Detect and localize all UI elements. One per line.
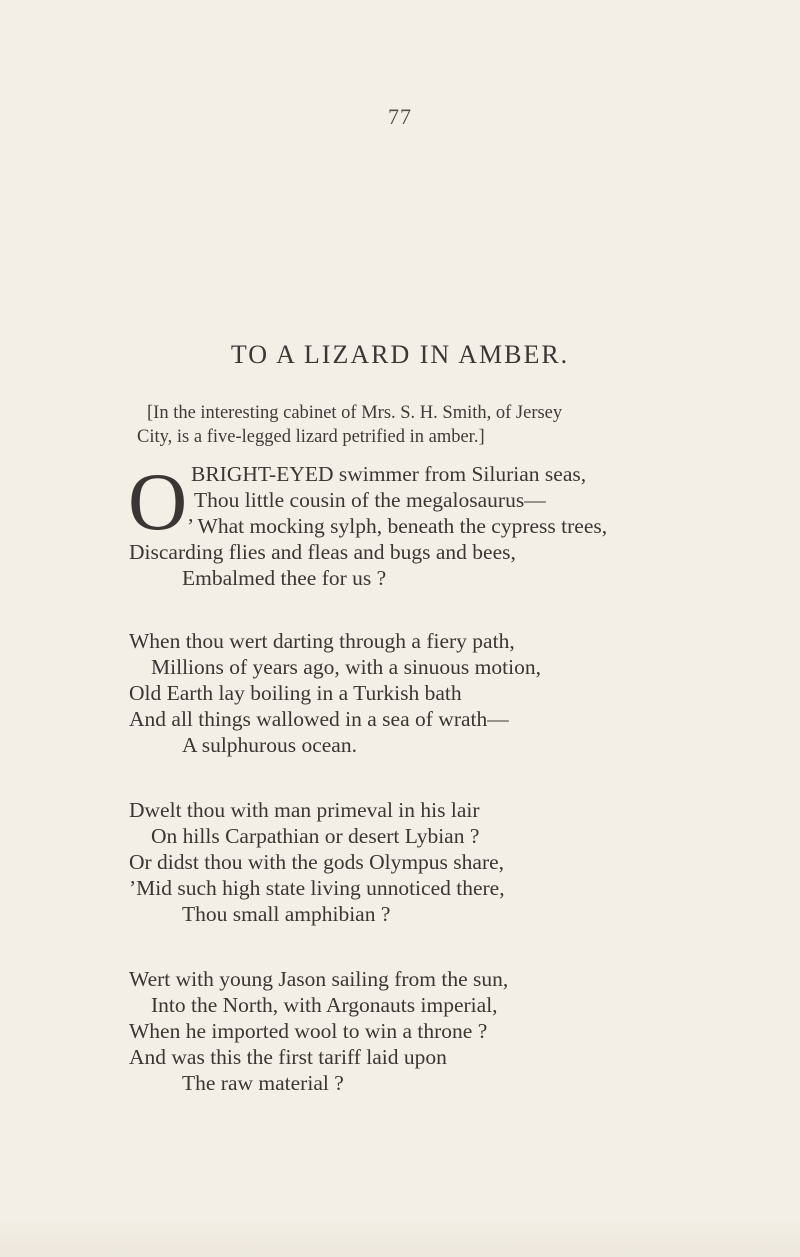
poem-line: Embalmed thee for us ? — [182, 566, 387, 590]
note-line: [In the interesting cabinet of Mrs. S. H. Smith, of Jersey — [147, 403, 563, 423]
poem-line: BRIGHT-EYED swimmer from Silurian seas, — [191, 462, 587, 486]
poem-line: Thou small amphibian ? — [182, 902, 391, 926]
poem-line: Millions of years ago, with a sinuous motion, — [151, 655, 541, 679]
drop-cap: O — [128, 456, 188, 547]
page-number: 77 — [388, 104, 412, 129]
poem-line: Dwelt thou with man primeval in his lair — [129, 798, 480, 822]
poem-line: ’ What mocking sylph, beneath the cypress trees, — [187, 514, 608, 538]
poem-line: The raw material ? — [182, 1071, 344, 1095]
poem-line: Wert with young Jason sailing from the sun, — [129, 967, 509, 991]
note-line: City, is a five-legged lizard petrified in amber.] — [137, 427, 485, 447]
poem-line: A sulphurous ocean. — [182, 733, 357, 757]
poem-line: Thou little cousin of the megalosaurus— — [194, 488, 546, 512]
poem-line: And was this the first tariff laid upon — [129, 1045, 447, 1069]
poem-line: Old Earth lay boiling in a Turkish bath — [129, 681, 462, 705]
poem-title: TO A LIZARD IN AMBER. — [230, 340, 570, 369]
editorial-note — [137, 401, 747, 449]
page-edge-shadow — [0, 1217, 800, 1257]
poem-line: On hills Carpathian or desert Lybian ? — [151, 824, 480, 848]
poem-line: Discarding flies and fleas and bugs and bees, — [129, 540, 516, 564]
poem-line: When thou wert darting through a fiery path, — [129, 629, 515, 653]
poem-line: ’Mid such high state living unnoticed there, — [129, 876, 505, 900]
poem-line: Or didst thou with the gods Olympus share, — [129, 850, 505, 874]
poem-line: And all things wallowed in a sea of wrath— — [129, 707, 509, 731]
poem-line: When he imported wool to win a throne ? — [129, 1019, 488, 1043]
poem-line: Into the North, with Argonauts imperial, — [151, 993, 498, 1017]
